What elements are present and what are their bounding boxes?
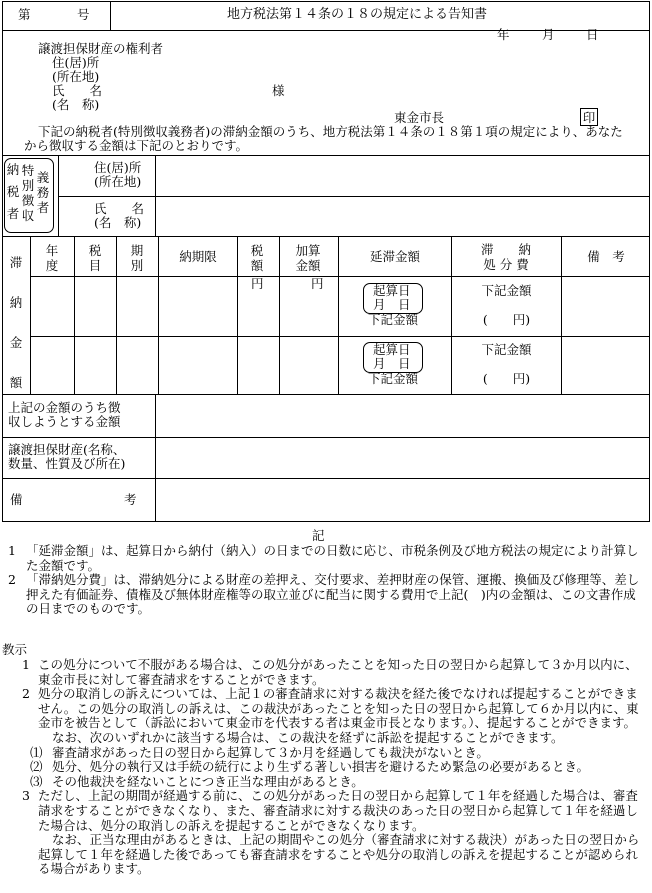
property-label-b: 数量、性質及び所在) <box>8 456 126 471</box>
seal-mark: 印 <box>580 108 598 126</box>
date-month: 月 <box>542 27 555 42</box>
instruction-list <box>4 658 648 877</box>
header-period: 期別 <box>130 243 144 273</box>
header-disposal-a: 滞 納 <box>480 242 531 257</box>
date-year: 年 <box>497 27 510 42</box>
date-day: 日 <box>586 27 599 42</box>
row2-disposal-paren: ( 円) <box>482 371 531 386</box>
table-side-label: 滞 納 金 額 <box>9 255 23 390</box>
document-title: 地方税法第１４条の１８の規定による告知書 <box>227 7 488 22</box>
remarks-label-b: 考 <box>124 492 137 507</box>
instruction-item-3: 3 ただし、上記の期間が経過する前に、この処分があった日の翌日から起算して１年を経過した場合は、審査請求をすることができなくなり、また、審査請求に対する裁決のあった日の翌日から起算して１年を経過した場合は、処分の取消しの訴えを提起することができなくなります。 <box>22 788 638 833</box>
row1-below-amount: 下記金額 <box>368 312 419 327</box>
instruction-item-2: 2 処分の取消しの訴えについては、上記１の審査請求に対する裁決を経た後でなければ提起することができません。この処分の取消しの訴えは、この裁決があったことを知った日の翌日から起算して６か月以内に、東金市を被告として（訴訟において東金市を代表する者は東金市長となります。）、提起することができます。 <box>22 686 639 731</box>
row2-start-label: 起算日 <box>373 342 411 357</box>
header-year: 年度 <box>45 243 59 273</box>
instruction-heading: 教示 <box>2 642 28 657</box>
instruction-subitem-3: ⑶ その他裁決を経ないことにつき正当な理由があるとき。 <box>30 773 364 789</box>
remarks-label-a: 備 <box>10 492 23 507</box>
number-label-left: 第 <box>18 7 31 22</box>
surcharge-unit-yen: 円 <box>311 276 324 291</box>
intro-text: 下記の納税者(特別徴収義務者)の滞納金額のうち、地方税法第１４条の１８第１項の規定により、あなたから徴収する金額は下記のとおりです。 <box>24 124 623 153</box>
addressee-honorific: 様 <box>272 83 285 98</box>
row2-mmdd: 月 日 <box>373 356 411 371</box>
instruction-item-3-note: なお、正当な理由があるときは、上記の期間やこの処分（審査請求に対する裁決）があった日の翌日から起算して１年を経過した後であっても審査請求をすることや処分の取消しの訴えを提起することが認められる場合があります。 <box>38 832 640 877</box>
instruction-item-2-note: なお、次のいずれかに該当する場合は、この裁決を経ずに訴訟を提起することができます。 <box>52 729 564 745</box>
header-tax-amount: 税額 <box>250 243 264 273</box>
row2-below-amount: 下記金額 <box>368 371 419 386</box>
number-label-right: 号 <box>77 7 90 22</box>
row1-start-label: 起算日 <box>373 283 411 298</box>
header-delinquency: 延滞金額 <box>369 249 420 264</box>
collect-label-a: 上記の金額のうち徴 <box>8 400 121 415</box>
addressee-address-label-2: (所在地) <box>52 69 100 84</box>
instruction-subitem-2: ⑵ 処分、処分の執行又は手続の続行により生ずる著しい損害を避けるため緊急の必要があるとき。 <box>30 759 590 775</box>
instruction-item-1: 1 この処分について不服がある場合は、この処分があったことを知った日の翌日から起算して３か月以内に、東金市長に対して審査請求をすることができます。 <box>22 657 638 687</box>
addressee-name-label-2: (名 称) <box>52 97 100 112</box>
row1-mmdd: 月 日 <box>373 297 411 312</box>
note-item-1: 1 「延滞金額」は、起算日から納付（納入）の日までの日数に応じ、市税条例及び地方税法の規定により計算した金額です。 <box>8 543 639 573</box>
row1-disposal-amount: 下記金額 <box>481 283 532 298</box>
taxpayer-address-label-2: (所在地) <box>94 174 142 189</box>
header-disposal-b: 処 分 費 <box>483 257 529 272</box>
property-label-a: 譲渡担保財産(名称、 <box>8 442 126 457</box>
header-remarks: 備 考 <box>587 249 625 264</box>
note-item-2: 2 「滞納処分費」は、滞納処分による財産の差押え、交付要求、差押財産の保管、運搬、換価及び修理等、差し押えた有価証券、債権及び無体財産権等の取立並びに配当に関する費用で上記( )内の金額は、この文書作成の日までのものです。 <box>8 572 640 617</box>
header-surcharge: 加算金額 <box>295 243 321 273</box>
issuer-name: 東金市長 <box>394 110 445 125</box>
addressee-address-label: 住(居)所 <box>52 55 100 70</box>
header-tax-item: 税目 <box>88 243 102 273</box>
taxpayer-name-label-2: (名 称) <box>94 215 142 230</box>
addressee-role: 譲渡担保財産の権利者 <box>38 41 164 56</box>
instruction-subitem-1: ⑴ 審査請求があった日の翌日から起算して３か月を経過しても裁決がないとき。 <box>30 744 489 760</box>
taxpayer-label-col1: 納 税 者 <box>6 162 20 221</box>
row1-disposal-paren: ( 円) <box>482 312 531 327</box>
tax-unit-yen: 円 <box>251 276 264 291</box>
notes-list <box>4 544 648 617</box>
taxpayer-label-col3: 義 務 者 <box>36 170 50 215</box>
collect-label-b: 収しようとする金額 <box>8 414 121 429</box>
header-deadline: 納期限 <box>179 249 217 264</box>
taxpayer-name-label: 氏 名 <box>94 201 145 216</box>
notes-heading: 記 <box>312 528 325 543</box>
row2-disposal-amount: 下記金額 <box>481 342 532 357</box>
taxpayer-label-col2: 特 別 徴 収 <box>21 163 35 223</box>
addressee-name-label: 氏 名 <box>52 83 103 98</box>
taxpayer-address-label: 住(居)所 <box>94 160 142 175</box>
